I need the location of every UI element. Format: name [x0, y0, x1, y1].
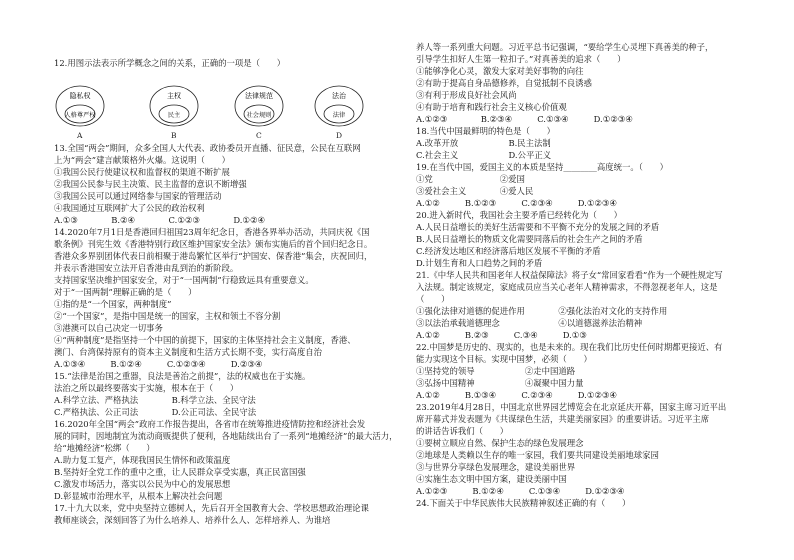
question-text-line: 13.全国“两会”期间，众多全国人大代表、政协委员开直播、征民意，公民在互联网: [54, 143, 361, 153]
inner-label: 人格尊严权: [64, 112, 96, 119]
question-text-line: C.严格执法、公正司法 D.公正司法、全民守法: [54, 407, 257, 417]
question-text-line: D.彰显城市治理水平，从根本上解决社会问题: [54, 491, 223, 501]
question-text-line: ③我国公民可以通过网络参与国家的管理活动: [54, 191, 222, 201]
outer-label: 法律规范: [245, 92, 273, 100]
left-column: [54, 0, 406, 560]
question-text-line: 教师座谈会，深刻回答了为什么培养人、培养什么人、怎样培养人、为谁培: [54, 515, 331, 525]
question-text-line: ④实施生态文明中国方案，建设美丽中国: [416, 474, 567, 484]
outer-label: 隐私权: [69, 92, 91, 100]
right-column: [416, 0, 778, 560]
q12-option-letter: C: [256, 131, 262, 140]
q12-option-letter: B: [171, 131, 177, 140]
question-text-line: ①强化法律对道德的促进作用 ②强化法治对文化的支持作用: [416, 306, 668, 316]
q12-diagram-c: [235, 86, 283, 126]
question-text-line: 席开幕式并发表题为《共谋绿色生活，共建美丽家园》的重要讲话。习近平主席: [416, 414, 710, 424]
question-text-line: A.①③ B.②④ C.①②③ D.①②④: [54, 215, 265, 225]
question-text-line: ②地球是人类赖以生存的唯一家园，我们要共同建设美丽地球家园: [416, 450, 659, 460]
question-text-line: C.经济发达地区和经济落后地区发展不平衡的矛盾: [416, 246, 601, 256]
question-text-line: 的讲话告诉我们（ ）: [416, 426, 509, 436]
question-text-line: D.计划生育和人口趋势之间的矛盾: [416, 258, 543, 268]
question-text-line: A.①②③ B.①②④ C.①③④ D.①②③④: [416, 486, 625, 496]
question-text-line: 法治之所以最终要落实于实施，根本在于（ ）: [54, 383, 239, 393]
q12-option-letter: A: [77, 131, 83, 140]
question-text-line: B.人民日益增长的物质文化需要同落后的社会生产之间的矛盾: [416, 234, 643, 244]
question-text-line: 能力实现这个目标。实现中国梦，必须（ ）: [416, 354, 592, 364]
question-text-line: 24.下面关于中华民族伟大民族精神叙述正确的有（ ）: [416, 498, 631, 508]
question-text-line: ③与世界分享绿色发展理念，建设美丽世界: [416, 462, 576, 472]
question-text-line: ④“两种制度”是指坚持一个中国的前提下，国家的主体坚持社会主义制度，香港、: [54, 335, 356, 345]
inner-label: 民主: [167, 112, 181, 119]
question-text-line: ③港澳可以自己决定一切事务: [54, 323, 163, 333]
question-text-line: ③弘扬中国精神 ④凝聚中国力量: [416, 378, 584, 388]
question-text-line: A.①② B.②③ C.③④ D.①③: [416, 330, 587, 340]
question-text-line: ①要树立顺应自然、保护生态的绿色发展理念: [416, 438, 584, 448]
question-text-line: 19.在当代中国，爱国主义的本质是坚持________高度统一。（ ）: [416, 162, 668, 172]
question-text-line: ①能够净化心灵，激发大家对美好事物的向往: [416, 66, 584, 76]
question-text-line: 并表示香港国安立法开启香港由乱到治的新阶段。: [54, 263, 239, 273]
question-text-line: A.①③④ B.①②④ C.①②③④ D.②③④: [54, 359, 263, 369]
question-text-line: A.①② B.①②③ C.②③④ D.①②③④: [416, 198, 617, 208]
question-text-line: ③以法治承载道德理念 ④以道德滋养法治精神: [416, 318, 643, 328]
question-text-line: ④有助于培育和践行社会主义核心价值观: [416, 102, 567, 112]
question-text-line: 展的同时，因地制宜为流动商贩提供了便利，各地陆续出台了一系列“地摊经济”的最大活力，: [54, 431, 398, 441]
question-text-line: 18.当代中国最鲜明的特色是（ ）: [416, 126, 555, 136]
question-text-line: 歌条例》刊宪生效《香港特别行政区维护国家安全法》颁布实施后的首个回归纪念日。: [54, 239, 373, 249]
q12-diagram-b: [150, 86, 198, 126]
outer-label: 法治: [332, 92, 346, 100]
inner-label: 法律: [332, 112, 346, 119]
question-text-line: A.①②③ B.②③④ C.①③④ D.①②③④: [416, 114, 633, 124]
question-text-line: 17.十九大以来，党中央坚持立德树人，先后召开全国教育大会、学校思想政治理论课: [54, 503, 369, 513]
question-text-line: ②有助于提高自身品德修养，自觉抵制不良诱惑: [416, 78, 592, 88]
question-text-line: 澳门、台湾保持原有的资本主义制度和生活方式长期不变，实行高度自治: [54, 347, 322, 357]
question-text-line: 给“地摊经济”松绑（ ）: [54, 443, 155, 453]
question-text-line: 对于“一国两制”理解正确的是（ ）: [54, 287, 197, 297]
question-text-line: 12.用图示法表示所学概念之间的关系，正确的一项是（ ）: [54, 58, 286, 68]
question-text-line: ①我国公民行使建议权和监督权的渠道不断扩展: [54, 167, 230, 177]
question-text-line: ②“一个国家”，是指中国是统一的国家，主权和领土不容分割: [54, 311, 281, 321]
question-text-line: ①坚持党的领导 ②走中国道路: [416, 366, 576, 376]
question-text-line: 香港众多界别团体代表日前相聚于港岛繁忙区举行“护国安、保香港”集会，庆祝回归，: [54, 251, 373, 261]
question-text-line: ①党 ②爱国: [416, 174, 525, 184]
question-text-line: A.科学立法、严格执法 B.科学立法、全民守法: [54, 395, 256, 405]
question-text-line: B.坚持好全党工作的重中之重，让人民群众享受实惠，真正民富国强: [54, 467, 306, 477]
q12-diagram-d: [315, 86, 363, 126]
q12-option-letter: D: [336, 131, 343, 140]
question-text-line: 引导学生扣好人生第一粒扣子。”对真善美的追求（ ）: [416, 54, 626, 64]
question-text-line: 14.2020年7月1日是香港回归祖国23周年纪念日，香港各界举办活动，共同庆祝《国: [54, 227, 370, 237]
q12-diagram-a: [56, 86, 104, 126]
question-text-line: ④我国通过互联网扩大了公民的政治权利: [54, 203, 205, 213]
question-text-line: 21.《中华人民共和国老年人权益保障法》将子女“常回家看看”作为一个硬性规定写: [416, 270, 723, 280]
question-text-line: 上为“两会”建言献策格外火爆。这说明（ ）: [54, 155, 231, 165]
question-text-line: A.改革开放 B.民主法制: [416, 138, 551, 148]
question-text-line: 15.“法律是治国之重器，良法是善治之前提”，法的权威也在于实施。: [54, 371, 311, 381]
question-text-line: ③有利于形成良好社会风尚: [416, 90, 517, 100]
inner-label: 社会规则: [246, 112, 272, 119]
question-text-line: ③爱社会主义 ④爱人民: [416, 186, 534, 196]
question-text-line: A.助力复工复产，体现我国民生情怀和政策温度: [54, 455, 231, 465]
question-text-line: C.社会主义 D.公平正义: [416, 150, 552, 160]
question-text-line: C.激发市场活力，落实以公民为中心的发展思想: [54, 479, 231, 489]
q12-concept-diagrams: [54, 84, 406, 134]
question-text-line: ②我国公民参与民主决策、民主监督的意识不断增强: [54, 179, 247, 189]
outer-label: 主权: [167, 92, 181, 100]
question-text-line: 支持国家坚决维护国家安全，对于“一国两制”行稳致远具有重要意义。: [54, 275, 314, 285]
question-text-line: （ ）: [416, 294, 450, 304]
question-text-line: 23.2019年4月28日，中国北京世界园艺博览会在北京延庆开幕，国家主席习近平出: [416, 402, 727, 412]
question-text-line: ①指的是“一个国家，两种制度”: [54, 299, 172, 309]
question-text-line: 养人等一系列重大问题。习近平总书记强调，“要给学生心灵埋下真善美的种子，: [416, 42, 714, 52]
question-text-line: 22.中国梦是历史的、现实的，也是未来的。现在我们比历史任何时期都更接近、有: [416, 342, 723, 352]
question-text-line: 入法规。制定该规定，家庭成员应当关心老年人精神需求，不得忽视老年人，这是: [416, 282, 718, 292]
question-text-line: A.①② B.①③④ C.②③④ D.①②③④: [416, 390, 617, 400]
question-text-line: 16.2020年全国“两会”政府工作报告提出，各省市在统筹推进疫情防控和经济社会发: [54, 419, 366, 429]
question-text-line: A.人民日益增长的美好生活需要和不平衡不充分的发展之间的矛盾: [416, 222, 660, 232]
question-text-line: 20.进入新时代，我国社会主要矛盾已经转化为（ ）: [416, 210, 622, 220]
